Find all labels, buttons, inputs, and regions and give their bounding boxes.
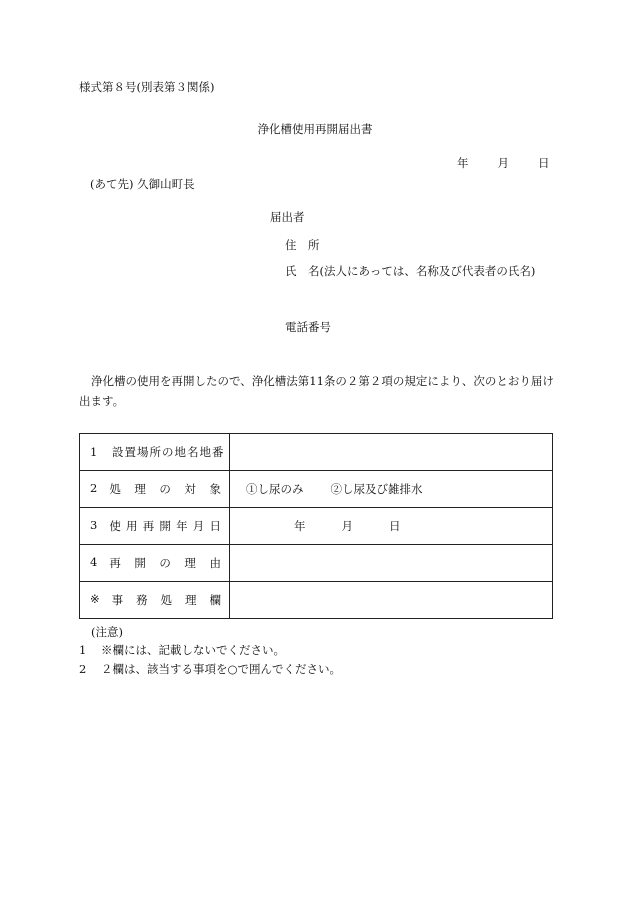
document-title: 浄化槽使用再開届出書 xyxy=(257,122,373,136)
table-row xyxy=(80,471,553,508)
table-row xyxy=(80,508,553,545)
date-day: 日 xyxy=(538,156,550,170)
phone-label: 電話番号 xyxy=(285,320,331,334)
form-number: 様式第８号(別表第３関係) xyxy=(79,80,215,94)
row-label-office-use xyxy=(80,582,230,619)
notes-heading: (注意) xyxy=(91,625,123,639)
resume-date-cell[interactable] xyxy=(230,508,553,545)
date-year: 年 xyxy=(457,156,469,170)
row-number: ※ xyxy=(90,592,100,606)
resume-month: 月 xyxy=(341,519,353,533)
row-label-text: 再 開 の 理 由 xyxy=(109,556,221,570)
row-label-text: 使 用 再 開 年 月 日 xyxy=(109,519,221,533)
body-text: 浄化槽の使用を再開したので、浄化槽法第11条の２第２項の規定により、次のとおり届け出ます。 xyxy=(79,374,554,408)
note-text: ２欄は、該当する事項を○で囲んでください。 xyxy=(100,662,341,676)
addressee: (あて先) 久御山町長 xyxy=(90,177,195,191)
note-number: 2 xyxy=(79,662,87,676)
row-number: 1 xyxy=(90,445,98,459)
table-row xyxy=(80,434,553,471)
note-number: 1 xyxy=(79,643,87,657)
reason-value-cell[interactable] xyxy=(230,545,553,582)
date-month: 月 xyxy=(497,156,509,170)
note-text: ※欄には、記載しないでください。 xyxy=(100,643,285,657)
row-number: 4 xyxy=(90,555,98,569)
info-table xyxy=(79,433,553,619)
row-number: 2 xyxy=(90,481,98,495)
row-label-text: 事 務 処 理 欄 xyxy=(111,593,221,607)
location-value-cell[interactable] xyxy=(230,434,553,471)
table-row xyxy=(80,545,553,582)
row-label-target xyxy=(80,471,230,508)
resume-year: 年 xyxy=(294,519,306,533)
name-label: 氏 名(法人にあっては、名称及び代表者の氏名) xyxy=(285,264,536,278)
row-label-location xyxy=(80,434,230,471)
table-row xyxy=(80,582,553,619)
resume-day: 日 xyxy=(389,519,401,533)
notifier-label: 届出者 xyxy=(270,210,305,224)
row-label-resume-date xyxy=(80,508,230,545)
row-number: 3 xyxy=(90,518,98,532)
row-label-text: 処 理 の 対 象 xyxy=(109,482,221,496)
date-line xyxy=(457,158,550,170)
row-label-reason xyxy=(80,545,230,582)
note-item xyxy=(79,645,285,657)
option-human-waste-and-greywater[interactable]: ②し尿及び雑排水 xyxy=(330,482,423,496)
note-item xyxy=(79,664,341,676)
address-label: 住 所 xyxy=(285,238,320,252)
row-label-text: 設置場所の地名地番 xyxy=(111,445,225,459)
option-human-waste-only[interactable]: ①し尿のみ xyxy=(246,482,304,496)
office-use-cell xyxy=(230,582,553,619)
target-value-cell[interactable] xyxy=(230,471,553,508)
